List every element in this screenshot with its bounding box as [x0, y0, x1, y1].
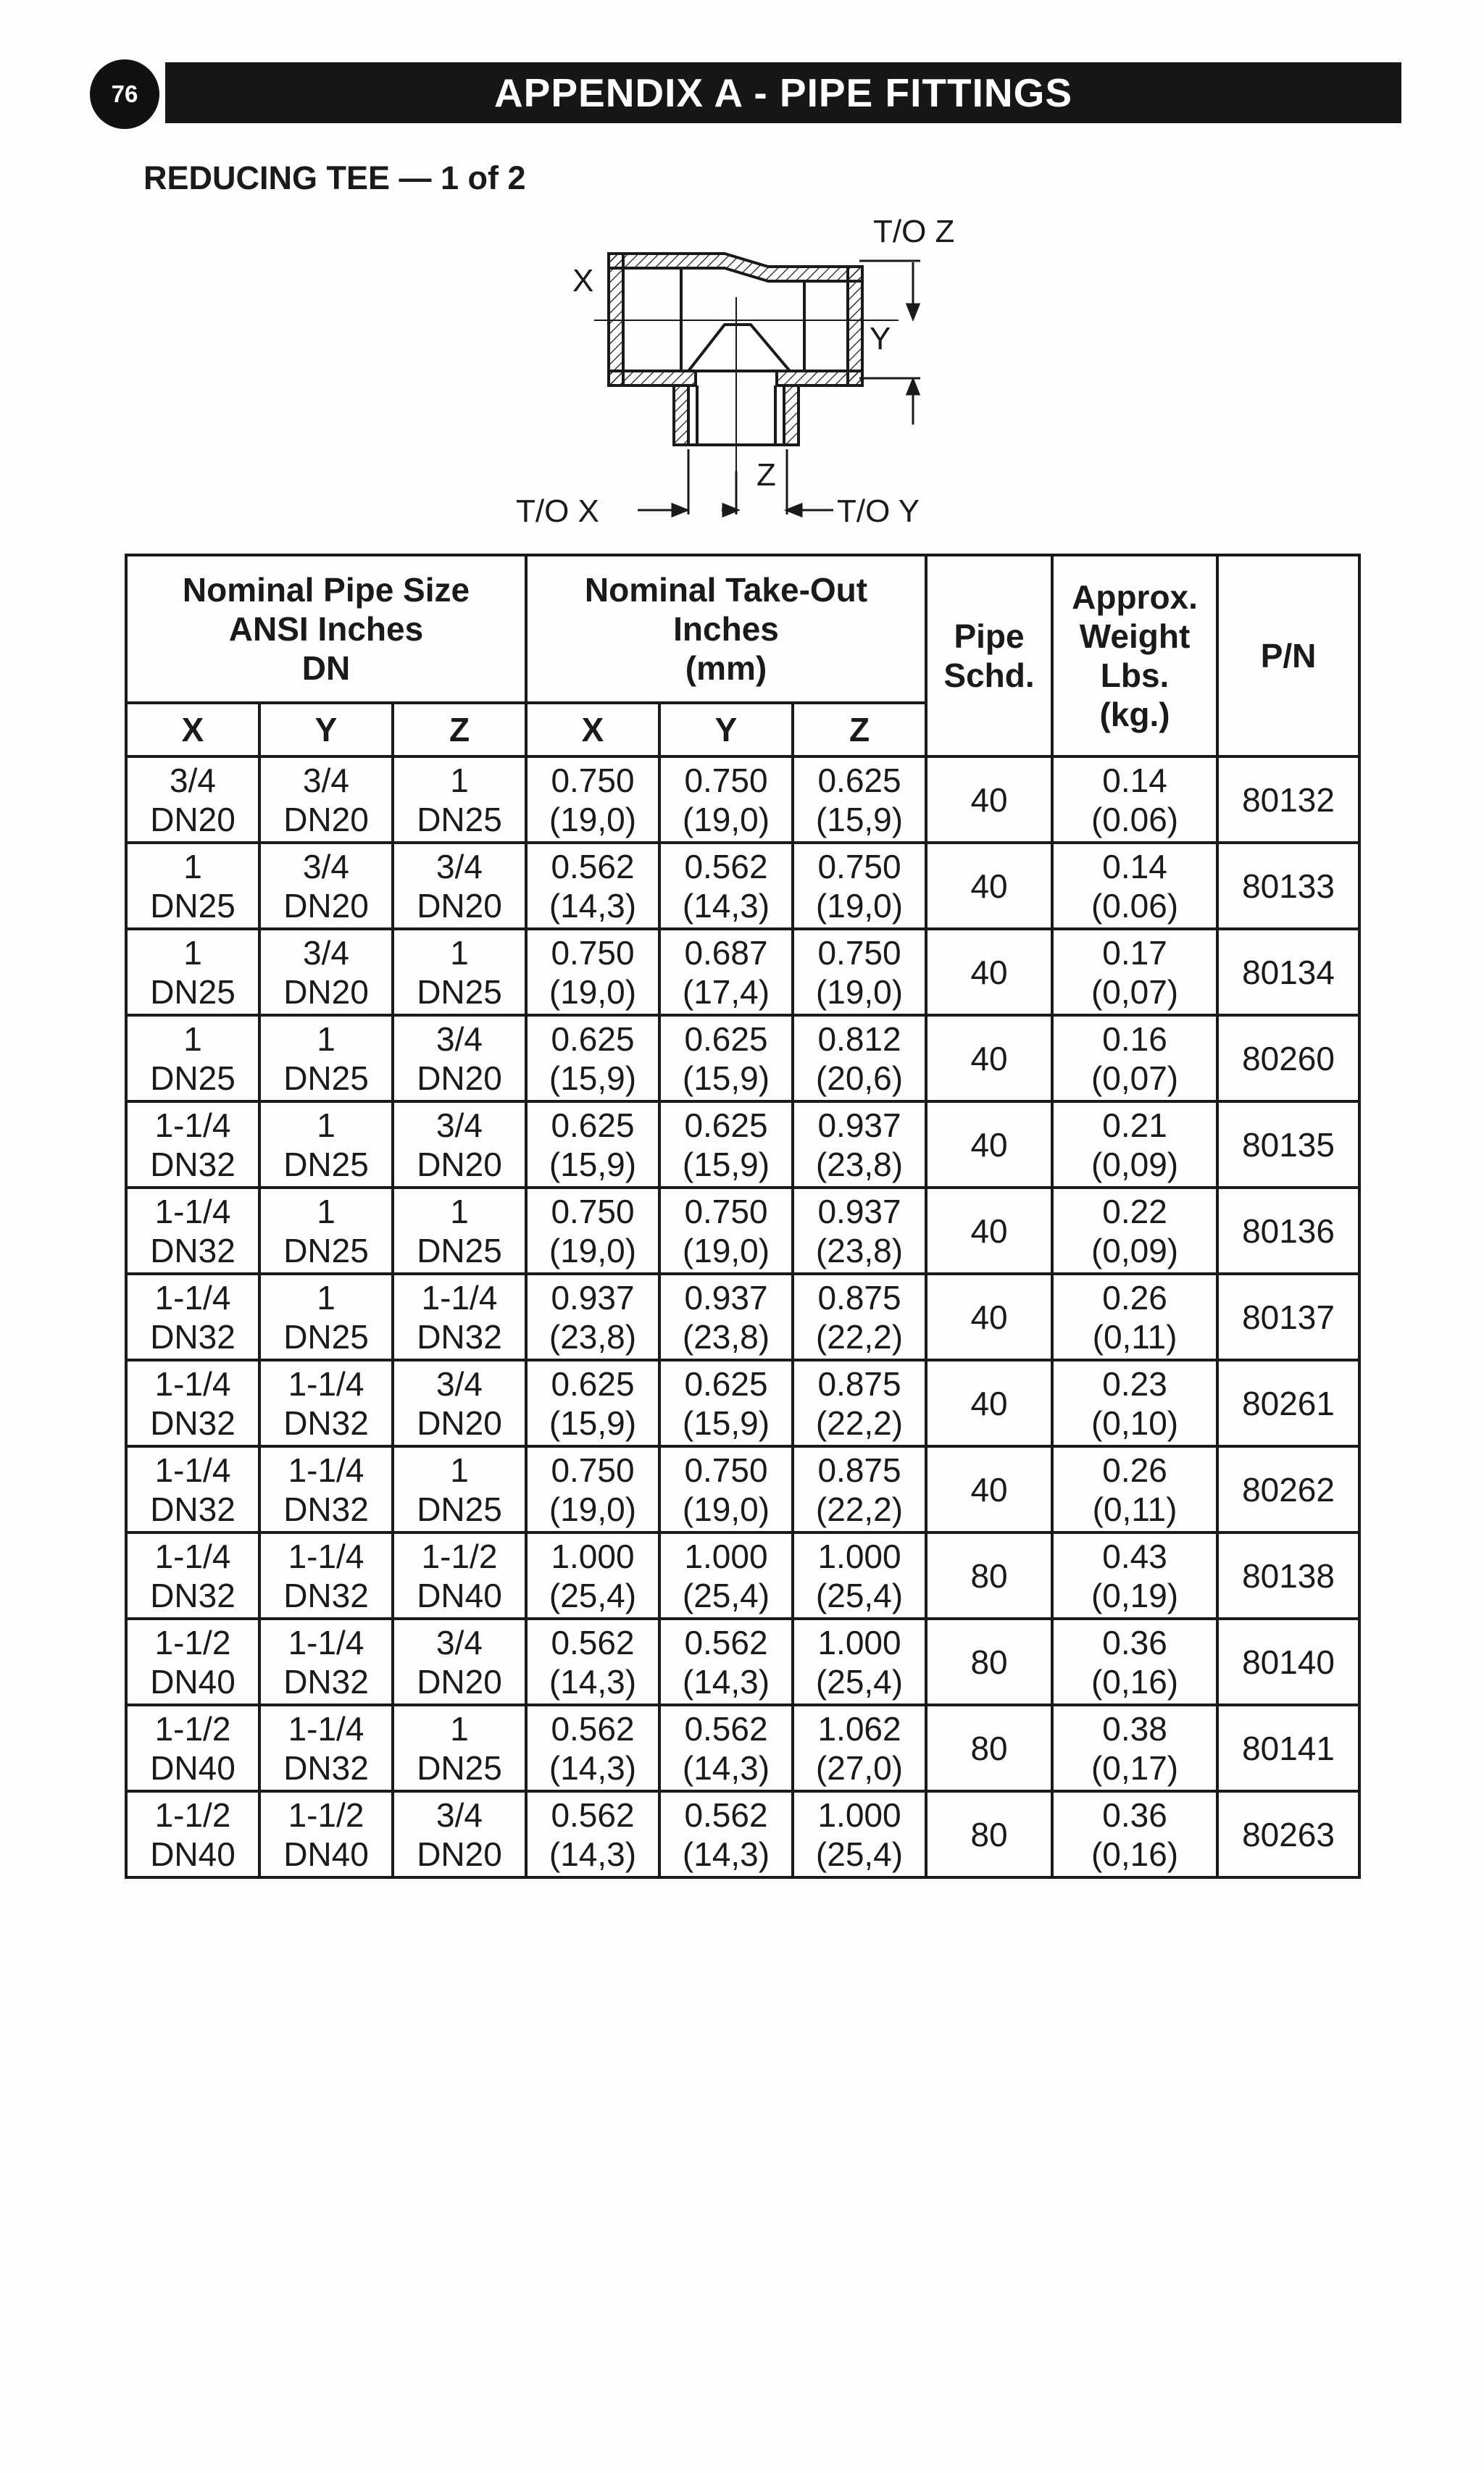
tee-body: [594, 254, 899, 471]
subheader-size-z: Z: [393, 703, 526, 756]
cell-size-x: 1-1/4 DN32: [126, 1101, 259, 1188]
table-body: [126, 756, 1359, 1877]
cell-weight: 0.36 (0,16): [1052, 1791, 1217, 1877]
cell-weight: 0.17 (0,07): [1052, 929, 1217, 1015]
cell-part-number: 80136: [1217, 1188, 1359, 1274]
header-title: APPENDIX A - PIPE FITTINGS: [493, 70, 1073, 115]
cell-takeout-y: 0.937 (23,8): [659, 1274, 793, 1360]
cell-part-number: 80263: [1217, 1791, 1359, 1877]
cell-takeout-y: 0.625 (15,9): [659, 1101, 793, 1188]
cell-size-y: 1 DN25: [259, 1015, 393, 1101]
cell-part-number: 80137: [1217, 1274, 1359, 1360]
table-row: [126, 1446, 1359, 1532]
cell-takeout-z: 0.750 (19,0): [793, 843, 926, 929]
subheader-takeout-y: Y: [659, 703, 793, 756]
cell-weight: 0.36 (0,16): [1052, 1619, 1217, 1705]
cell-size-y: 1-1/4 DN32: [259, 1446, 393, 1532]
table-row: [126, 1101, 1359, 1188]
cell-schedule: 40: [926, 1446, 1052, 1532]
cell-size-x: 1 DN25: [126, 843, 259, 929]
cell-size-z: 3/4 DN20: [393, 1015, 526, 1101]
table-row: [126, 1015, 1359, 1101]
cell-weight: 0.21 (0,09): [1052, 1101, 1217, 1188]
cell-size-x: 1-1/4 DN32: [126, 1188, 259, 1274]
cell-schedule: 80: [926, 1619, 1052, 1705]
cell-schedule: 40: [926, 929, 1052, 1015]
cell-size-z: 1-1/2 DN40: [393, 1532, 526, 1619]
reducing-tee-table: [125, 554, 1361, 1879]
header-pipe-schedule: Pipe Schd.: [926, 555, 1052, 756]
reducing-tee-diagram: [507, 210, 985, 536]
cell-takeout-z: 0.625 (15,9): [793, 756, 926, 843]
cell-weight: 0.14 (0.06): [1052, 756, 1217, 843]
cell-size-z: 3/4 DN20: [393, 1101, 526, 1188]
cell-weight: 0.43 (0,19): [1052, 1532, 1217, 1619]
table-row: [126, 756, 1359, 843]
cell-takeout-z: 0.937 (23,8): [793, 1188, 926, 1274]
header-nominal-pipe-size: Nominal Pipe Size ANSI Inches DN: [126, 555, 526, 703]
cell-size-x: 1-1/2 DN40: [126, 1705, 259, 1791]
cell-takeout-z: 0.875 (22,2): [793, 1360, 926, 1446]
cell-schedule: 40: [926, 1015, 1052, 1101]
cell-size-z: 3/4 DN20: [393, 1360, 526, 1446]
cell-size-z: 1 DN25: [393, 929, 526, 1015]
cell-weight: 0.22 (0,09): [1052, 1188, 1217, 1274]
table-row: [126, 1791, 1359, 1877]
cell-part-number: 80135: [1217, 1101, 1359, 1188]
page-number: 76: [111, 80, 138, 107]
cell-part-number: 80262: [1217, 1446, 1359, 1532]
cell-size-z: 3/4 DN20: [393, 1791, 526, 1877]
header-nominal-take-out: Nominal Take-Out Inches (mm): [526, 555, 926, 703]
cell-size-z: 1 DN25: [393, 756, 526, 843]
cell-takeout-x: 1.000 (25,4): [526, 1532, 659, 1619]
cell-size-z: 3/4 DN20: [393, 843, 526, 929]
cell-part-number: 80132: [1217, 756, 1359, 843]
section-subtitle: REDUCING TEE — 1 of 2: [143, 159, 526, 196]
cell-schedule: 40: [926, 1188, 1052, 1274]
cell-size-y: 3/4 DN20: [259, 756, 393, 843]
cell-schedule: 40: [926, 1274, 1052, 1360]
cell-takeout-z: 1.000 (25,4): [793, 1791, 926, 1877]
cell-size-x: 1-1/4 DN32: [126, 1360, 259, 1446]
table-row: [126, 1619, 1359, 1705]
diagram-label-z: Z: [756, 457, 776, 493]
diagram-label-to-x: T/O X: [516, 493, 599, 529]
cell-size-y: 3/4 DN20: [259, 843, 393, 929]
cell-takeout-z: 0.750 (19,0): [793, 929, 926, 1015]
cell-part-number: 80138: [1217, 1532, 1359, 1619]
cell-takeout-x: 0.625 (15,9): [526, 1015, 659, 1101]
cell-takeout-y: 0.750 (19,0): [659, 1446, 793, 1532]
cell-part-number: 80260: [1217, 1015, 1359, 1101]
diagram-label-y: Y: [870, 321, 891, 356]
cell-takeout-z: 0.937 (23,8): [793, 1101, 926, 1188]
cell-size-z: 1-1/4 DN32: [393, 1274, 526, 1360]
cell-takeout-y: 0.750 (19,0): [659, 756, 793, 843]
cell-weight: 0.14 (0.06): [1052, 843, 1217, 929]
cell-takeout-x: 0.562 (14,3): [526, 1791, 659, 1877]
cell-takeout-x: 0.750 (19,0): [526, 929, 659, 1015]
cell-takeout-z: 1.000 (25,4): [793, 1619, 926, 1705]
cell-size-x: 1-1/2 DN40: [126, 1619, 259, 1705]
header-approx-weight: Approx. Weight Lbs. (kg.): [1052, 555, 1217, 756]
diagram-label-to-y: T/O Y: [837, 493, 920, 529]
diagram-label-to-z: T/O Z: [873, 214, 955, 249]
cell-takeout-z: 0.875 (22,2): [793, 1274, 926, 1360]
cell-size-y: 1 DN25: [259, 1101, 393, 1188]
header-bar: [165, 62, 1401, 123]
cell-part-number: 80133: [1217, 843, 1359, 929]
cell-size-z: 1 DN25: [393, 1446, 526, 1532]
cell-takeout-x: 0.937 (23,8): [526, 1274, 659, 1360]
cell-size-y: 1 DN25: [259, 1188, 393, 1274]
cell-size-x: 1 DN25: [126, 1015, 259, 1101]
cell-schedule: 80: [926, 1791, 1052, 1877]
cell-takeout-x: 0.750 (19,0): [526, 1188, 659, 1274]
cell-part-number: 80134: [1217, 929, 1359, 1015]
cell-size-x: 1-1/4 DN32: [126, 1274, 259, 1360]
table-row: [126, 1274, 1359, 1360]
cell-size-y: 1-1/4 DN32: [259, 1705, 393, 1791]
cell-takeout-y: 0.562 (14,3): [659, 1619, 793, 1705]
cell-weight: 0.23 (0,10): [1052, 1360, 1217, 1446]
cell-size-x: 1-1/4 DN32: [126, 1532, 259, 1619]
cell-takeout-x: 0.562 (14,3): [526, 1705, 659, 1791]
table-row: [126, 1360, 1359, 1446]
cell-schedule: 80: [926, 1532, 1052, 1619]
cell-takeout-z: 0.812 (20,6): [793, 1015, 926, 1101]
cell-takeout-x: 0.625 (15,9): [526, 1360, 659, 1446]
cell-schedule: 40: [926, 843, 1052, 929]
cell-takeout-x: 0.750 (19,0): [526, 756, 659, 843]
cell-size-y: 1-1/2 DN40: [259, 1791, 393, 1877]
cell-schedule: 40: [926, 1360, 1052, 1446]
cell-size-z: 3/4 DN20: [393, 1619, 526, 1705]
cell-size-y: 1 DN25: [259, 1274, 393, 1360]
cell-size-y: 3/4 DN20: [259, 929, 393, 1015]
table-row: [126, 1532, 1359, 1619]
cell-size-x: 1 DN25: [126, 929, 259, 1015]
subheader-takeout-z: Z: [793, 703, 926, 756]
cell-takeout-y: 0.625 (15,9): [659, 1015, 793, 1101]
cell-takeout-y: 0.562 (14,3): [659, 843, 793, 929]
table-row: [126, 929, 1359, 1015]
page-number-badge: [90, 59, 159, 129]
cell-weight: 0.38 (0,17): [1052, 1705, 1217, 1791]
cell-takeout-y: 0.562 (14,3): [659, 1705, 793, 1791]
cell-takeout-y: 1.000 (25,4): [659, 1532, 793, 1619]
cell-part-number: 80140: [1217, 1619, 1359, 1705]
cell-part-number: 80261: [1217, 1360, 1359, 1446]
table-row: [126, 1705, 1359, 1791]
cell-schedule: 40: [926, 756, 1052, 843]
cell-size-y: 1-1/4 DN32: [259, 1360, 393, 1446]
cell-size-y: 1-1/4 DN32: [259, 1619, 393, 1705]
cell-size-x: 1-1/4 DN32: [126, 1446, 259, 1532]
cell-size-x: 3/4 DN20: [126, 756, 259, 843]
diagram-label-x: X: [572, 263, 594, 299]
cell-size-z: 1 DN25: [393, 1705, 526, 1791]
cell-part-number: 80141: [1217, 1705, 1359, 1791]
cell-takeout-x: 0.562 (14,3): [526, 843, 659, 929]
cell-schedule: 80: [926, 1705, 1052, 1791]
cell-takeout-z: 0.875 (22,2): [793, 1446, 926, 1532]
cell-size-z: 1 DN25: [393, 1188, 526, 1274]
cell-takeout-y: 0.750 (19,0): [659, 1188, 793, 1274]
cell-takeout-y: 0.687 (17,4): [659, 929, 793, 1015]
cell-takeout-y: 0.562 (14,3): [659, 1791, 793, 1877]
cell-takeout-x: 0.625 (15,9): [526, 1101, 659, 1188]
cell-weight: 0.26 (0,11): [1052, 1446, 1217, 1532]
subheader-size-y: Y: [259, 703, 393, 756]
cell-takeout-z: 1.000 (25,4): [793, 1532, 926, 1619]
cell-size-x: 1-1/2 DN40: [126, 1791, 259, 1877]
subheader-size-x: X: [126, 703, 259, 756]
cell-takeout-z: 1.062 (27,0): [793, 1705, 926, 1791]
cell-weight: 0.16 (0,07): [1052, 1015, 1217, 1101]
cell-takeout-y: 0.625 (15,9): [659, 1360, 793, 1446]
subheader-takeout-x: X: [526, 703, 659, 756]
cell-takeout-x: 0.562 (14,3): [526, 1619, 659, 1705]
table-row: [126, 843, 1359, 929]
cell-size-y: 1-1/4 DN32: [259, 1532, 393, 1619]
table-row: [126, 1188, 1359, 1274]
cell-schedule: 40: [926, 1101, 1052, 1188]
header-part-number: P/N: [1217, 555, 1359, 756]
cell-takeout-x: 0.750 (19,0): [526, 1446, 659, 1532]
cell-weight: 0.26 (0,11): [1052, 1274, 1217, 1360]
